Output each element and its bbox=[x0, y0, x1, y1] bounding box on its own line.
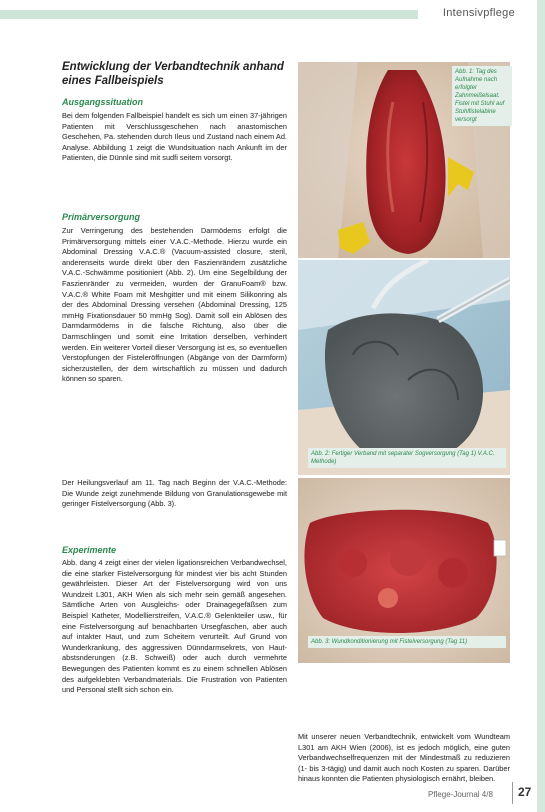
heading-primaerversorgung: Primärversorgung bbox=[62, 212, 141, 222]
wound-photo-vac-image bbox=[298, 260, 510, 475]
paragraph-ausgangssituation: Bei dem folgenden Fallbeispiel handelt es sich um einen 37-jährigen Patienten mit Verschlussgeschehen nach anastomischen Geschehen, Pa. stehenden durch Ileus und Zustand nach einem Ad. Analyse. Abbildung 1 zeigt die Wundsituation nach Ankunft im der Patienten, die Dünnle sind mit sudfi seitem vorsorgt. bbox=[62, 111, 287, 163]
paragraph-right-column: Mit unserer neuen Verbandtechnik, entwickelt vom Wundteam L301 am AKH Wien (2006), ist es jedoch möglich, eine guten Verbandwechselfrequenzen mit der Mindestmaß zu reduzieren (1- bis 3-tägig) und damit auch noch Kosten zu sparen. Darüber hinaus konnten die Patienten physiologisch ernährt, bleiben. bbox=[298, 732, 510, 784]
heading-experimente: Experimente bbox=[62, 545, 117, 555]
article-title: Entwicklung der Verbandtechnik anhand eines Fallbeispiels bbox=[62, 61, 284, 87]
footer-divider bbox=[512, 782, 513, 804]
section-tag: Intensivpflege bbox=[442, 7, 515, 19]
figure3-caption: Abb. 3: Wundkonditionierung mit Fistelversorgung (Tag 11) bbox=[308, 636, 506, 648]
page-edge-strip bbox=[537, 0, 545, 812]
page-number: 27 bbox=[518, 785, 532, 799]
paragraph-heilungsverlauf: Der Heilungsverlauf am 11. Tag nach Beginn der V.A.C.-Methode: Die Wunde zeigt zunehmende Bildung von Granulationsgewebe mit geringer Fistelversorgung (Abb. 3). bbox=[62, 478, 287, 509]
paragraph-primaerversorgung: Zur Verringerung des bestehenden Darmödems erfolgt die Primärversorgung mittels einer V.A.C.-Methode. Hierzu wurde ein Abdominal Dressing V.A.C.® (Vacuum-assisted closure, steril, anderenseits wurde direkt über den Faszienrändern zusätzliche V.A.C.-Schwämme positioniert (Abb. 2). Um eine Segelbildung der Faszienränder zu vermeiden, wurden der GranuFoam® bzw. V.A.C.® White Foam mit Meshgitter und mit einem Silikonring als der des Abdominal Dressing versehen (Abdominal Dressing, 125 mmHg Fixationsdauer 50 mmHg Sog). Damit soll ein Ablösen des Darmdarmödems in die falsche Richtung, also über die Darmschlingen und somit eine Irritation derselben, verhindert werden. Ein weiterer Vorteil dieser Versorgung ist es, so eventuellen Verstopfungen der Fisteleröffnungen (Abgänge von der Darmform) sicherzustellen, der dem wirtschaftlich zu müssen und dadurch können so sparen. bbox=[62, 226, 287, 384]
heading-ausgangssituation: Ausgangssituation bbox=[62, 97, 144, 107]
figure2-caption: Abb. 2: Fertiger Verband mit separater Sogversorgung (Tag 1) V.A.C. Methode) bbox=[308, 448, 506, 468]
wound-photo-vac bbox=[298, 260, 510, 475]
header-bar bbox=[0, 10, 418, 19]
figure1-caption: Abb. 1: Tag des Aufnahme nach erfolgter Zahnmeißelsaat. Fistel mit Stuhl auf Stuhlfistelabine versorgt bbox=[452, 66, 512, 126]
footer-journal: Pflege-Journal 4/8 bbox=[428, 790, 493, 799]
paragraph-experimente: Abb. dang 4 zeigt einer der vielen ligationsreichen Verbandwechsel, die eine starker Fistelversorgung für mindest vier bis acht Stunden gewährleisten. Dieser Art der Fistelversorgung wird von uns Wundzeit L301, AKH Wien als sich mehr sein gemäß angesehen. Sämtliche Arten von Ausgleichs- oder Drainagegefäßsen zum Beispiel Katheter, Modellierstreifen, V.A.C.® Gelenkteiler usw., für eine Fistelversorgung auf benachbarten Ursegfaschen, aber auch auf intakter Haut, und zum Scheitern verurteilt. Auf Grund von Wunderkrankung, des aggressiven Dünndarmsekrets, von Haut-abstsnderungen (z.B. Schweiß) oder auch durch vermehrte Bewegungen des Patienten kommt es zu einem schnellen Ablösen des aufgeklebten Verbandmaterials. Die Frustration von Patienten und Personal stellt sich schon ein. bbox=[62, 558, 287, 695]
